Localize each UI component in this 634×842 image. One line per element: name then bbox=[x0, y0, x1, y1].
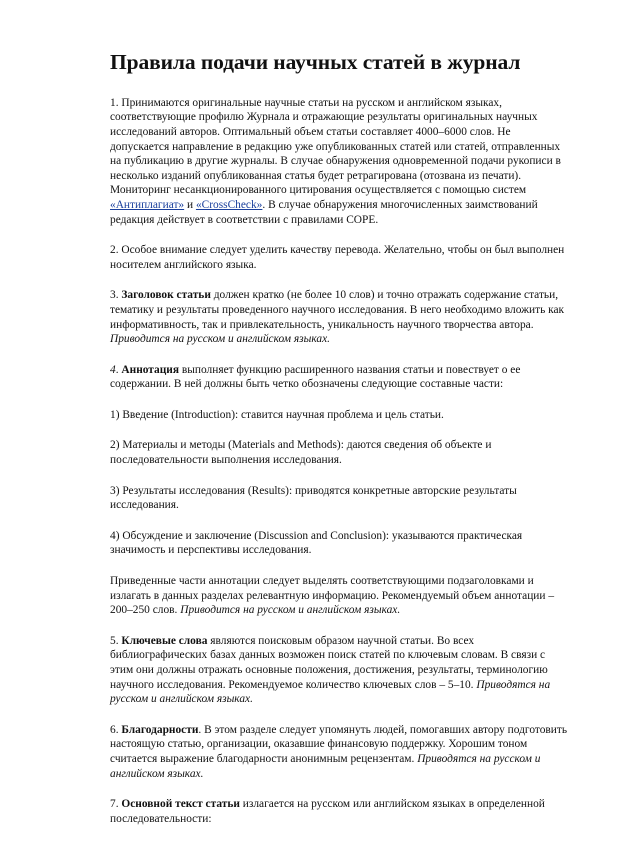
paragraph-abstract bbox=[110, 363, 570, 392]
item-number: 6. bbox=[110, 723, 122, 736]
paragraph-translation: 2. Особое внимание следует уделить качеству перевода. Желательно, чтобы он был выполнен носителем английского языка. bbox=[110, 244, 565, 271]
item-number-dot: . bbox=[115, 363, 122, 376]
paragraph-text: излагается на русском или английском языках в определенной последовательности: bbox=[110, 798, 545, 825]
paragraph-text: Приведенные части аннотации следует выделять соответствующими подзаголовками и излагать в данных разделах релевантную информацию. Рекомендуемый объем аннотации – 200–250 слов. bbox=[110, 575, 555, 617]
list-item-discussion: 4) Обсуждение и заключение (Discussion and Conclusion): указываются практическая значимость и перспективы исследования. bbox=[110, 529, 523, 557]
section-heading: Основной текст статьи bbox=[121, 798, 240, 811]
paragraph-abstract-length bbox=[110, 574, 570, 618]
paragraph-text: должен кратко (не более 10 слов) и точно отражать содержание статьи, тематику и результаты проведенного научного исследования. В него необходимо вложить как информативность, так и привлекательность, уникальность научного творчества автора. bbox=[110, 289, 565, 331]
page-title: Правила подачи научных статей в журнал bbox=[110, 50, 521, 74]
paragraph-acknowledgements bbox=[110, 723, 570, 781]
section-heading: Аннотация bbox=[121, 363, 180, 376]
list-item-methods: 2) Материалы и методы (Materials and Methods): даются сведения об объекте и последовательности выполнения исследования. bbox=[110, 439, 492, 467]
paragraph-text: являются поисковым образом научной статьи. Во всех библиографических базах данных возможен поиск статей по ключевым словам. В связи с этим они должны отражать основные положения, достижения, результаты, терминологию научного исследования. Рекомендуемое количество ключевых слов – 5–10. bbox=[110, 634, 548, 691]
document-page bbox=[110, 50, 570, 842]
language-note: Приводится на русском и английском языках. bbox=[180, 604, 401, 617]
section-heading: Благодарности bbox=[121, 723, 199, 736]
conjunction-text: и bbox=[184, 198, 196, 211]
paragraph-text: выполняет функцию расширенного названия статьи и повествует о ее содержании. В ней должны быть четко обозначены следующие составные части: bbox=[110, 363, 521, 391]
language-note: Приводятся на русском и английском языках. bbox=[110, 678, 551, 706]
antiplagiat-link[interactable]: «Антиплагиат» bbox=[110, 198, 185, 211]
paragraph-main-text bbox=[110, 797, 570, 826]
paragraph-keywords bbox=[110, 634, 570, 707]
item-number: 7. bbox=[110, 798, 122, 811]
paragraph-text: . В случае обнаружения многочисленных заимствований редакция действует в соответствии с правилами COPE. bbox=[110, 198, 538, 226]
list-item-results: 3) Результаты исследования (Results): приводятся конкретные авторские результаты исследования. bbox=[110, 484, 517, 512]
paragraph-text: . В этом разделе следует упомянуть людей, помогавших автору подготовить настоящую статью, организации, оказавшие финансовую поддержку. Хорошим тоном считается выражение благодарности анонимным рецензентам. bbox=[110, 723, 568, 765]
language-note: Приводятся на русском и английском языках. bbox=[110, 752, 541, 780]
language-note: Приводится на русском и английском языках. bbox=[110, 333, 330, 346]
crosscheck-link[interactable]: «CrossCheck» bbox=[195, 198, 263, 211]
paragraph-text: 1. Принимаются оригинальные научные статьи на русском и английском языках, соответствующие профилю Журнала и отражающие результаты оригинальных научных исследований авторов. Оптимальный объем статьи составляет 4000–6000 слов. Не допускается направление в редакцию уже опубликованных статей или статей, отправленных на публикацию в другие журналы. В случае обнаружения одновременной подачи рукописи в несколько изданий опубликованная статья будет ретрагирована (отозвана из печати). Мониторинг несанкционированного цитирования осуществляется с помощью систем bbox=[110, 96, 561, 197]
list-item-introduction: 1) Введение (Introduction): ставится научная проблема и цель статьи. bbox=[110, 408, 444, 421]
section-heading: Заголовок статьи bbox=[121, 289, 211, 302]
item-number: 5. bbox=[110, 634, 122, 647]
item-number: 3. bbox=[110, 289, 122, 302]
paragraph-originality bbox=[110, 96, 570, 227]
paragraph-title-rules bbox=[110, 288, 570, 346]
item-number: 4 bbox=[110, 363, 116, 376]
section-heading: Ключевые слова bbox=[121, 634, 208, 647]
